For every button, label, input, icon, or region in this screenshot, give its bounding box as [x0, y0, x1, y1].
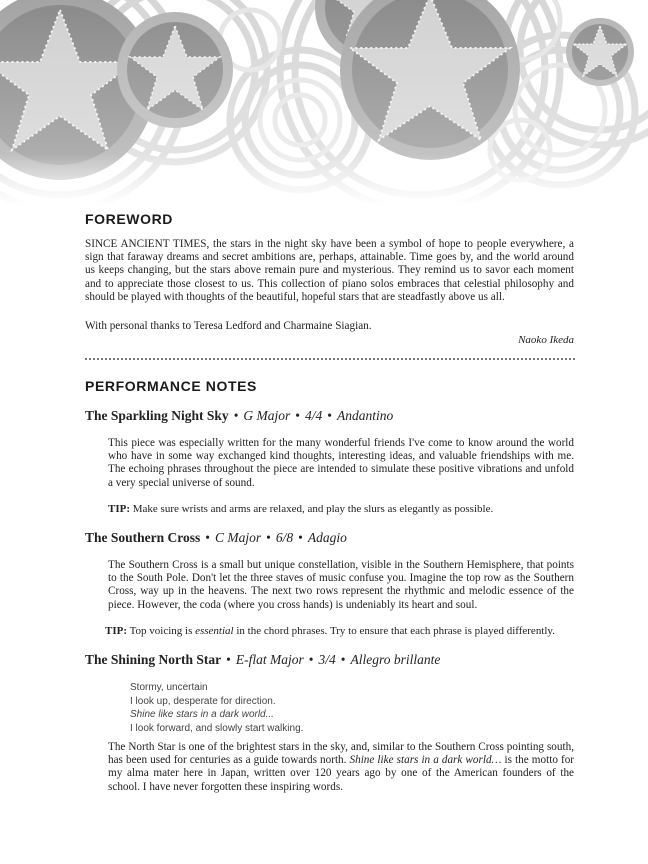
performance-notes-heading: PERFORMANCE NOTES [85, 378, 257, 394]
piece-description [108, 741, 574, 794]
star-banner-illustration [0, 0, 648, 205]
dotted-divider [85, 358, 575, 360]
foreword-body: SINCE ANCIENT TIMES, the stars in the night sky have been a symbol of hope to people everywhere, a sign that faraway dreams and secret ambitions are, perhaps, attainable. Time goes by, and the world around us keeps changing, but the stars above remain pure and mysterious. They remind us to savor each moment and to appreciate those closest to us. This collection of piano solos embraces that celestial philosophy and should be played with thoughts of the beautiful, hopeful stars that are steadfastly above us all. [85, 238, 574, 303]
bullet: • [340, 652, 346, 667]
piece-title: The Southern Cross [85, 530, 201, 545]
tip [105, 625, 555, 637]
tip-text: Make sure wrists and arms are relaxed, and play the slurs as elegantly as possible. [132, 503, 494, 515]
piece-tempo: Andantino [337, 408, 394, 423]
piece-tempo: Allegro brillante [350, 652, 441, 667]
poem-line: I look forward, and slowly start walking. [130, 722, 304, 734]
piece-key: C Major [215, 530, 262, 545]
poem-line: I look up, desperate for direction. [130, 695, 276, 707]
description-text: The North Star is one of the brightest stars in the sky, and, similar to the Southern Cross pointing south, has been used for centuries as a guide towards north. [108, 741, 574, 767]
bullet: • [308, 652, 314, 667]
piece-meter: 6/8 [275, 530, 294, 545]
description-emphasis: Shine like stars in a dark world… [349, 754, 502, 767]
piece-key: G Major [243, 408, 291, 423]
foreword-heading: FOREWORD [85, 211, 174, 227]
bullet: • [205, 530, 211, 545]
piece-title: The Shining North Star [85, 652, 222, 667]
piece-title-southern-cross [85, 530, 347, 546]
piece-title: The Sparkling Night Sky [85, 408, 229, 423]
piece-description: This piece was especially written for the many wonderful friends I've come to know around the world who have in some way exchanged kind thoughts, interesting ideas, and valuable friendships with me. The echoing phrases throughout the piece are intended to simulate these positive vibrations and unfold a very special universe of sound. [108, 437, 574, 489]
piece-description: The Southern Cross is a small but unique constellation, visible in the Southern Hemisphere, that points to the South Pole. Don't let the three staves of music confuse you. Imagine the top row as the Southern Cross, way up in the heavens. The next two rows represent the rhythmic and melodic essence of the piece. However, the coda (where you cross hands) is undeniably its heart and soul. [108, 559, 574, 611]
bullet: • [266, 530, 271, 545]
bullet: • [226, 652, 231, 667]
piece-meter: 4/4 [305, 408, 323, 423]
poem-line: Shine like stars in a dark world... [130, 709, 274, 720]
tip-emphasis: essential [195, 625, 234, 637]
bullet: • [233, 408, 239, 423]
tip-text: in the chord phrases. Try to ensure that each phrase is played differently. [233, 625, 555, 637]
piece-title-sparkling-night-sky [85, 408, 393, 424]
piece-meter: 3/4 [318, 652, 336, 667]
signature: Naoko Ikeda [518, 334, 574, 346]
description-text: is the motto for my alma mater here in Japan, written over 120 years ago by one of the American founders of the school. I have never forgotten these inspiring words. [108, 754, 575, 793]
foreword-thanks: With personal thanks to Teresa Ledford and Charmaine Siagian. [85, 320, 372, 332]
bullet: • [298, 530, 303, 545]
bullet: • [327, 408, 333, 423]
tip-label: TIP: [108, 503, 130, 515]
bullet: • [295, 408, 301, 423]
tip [108, 503, 493, 515]
piece-key: E-flat Major [235, 652, 304, 667]
piece-tempo: Adagio [307, 530, 347, 545]
tip-text: Top voicing is [129, 625, 196, 637]
tip-label: TIP: [105, 625, 127, 637]
poem-line: Stormy, uncertain [130, 682, 208, 693]
poem [130, 681, 303, 735]
piece-title-shining-north-star [85, 652, 440, 668]
